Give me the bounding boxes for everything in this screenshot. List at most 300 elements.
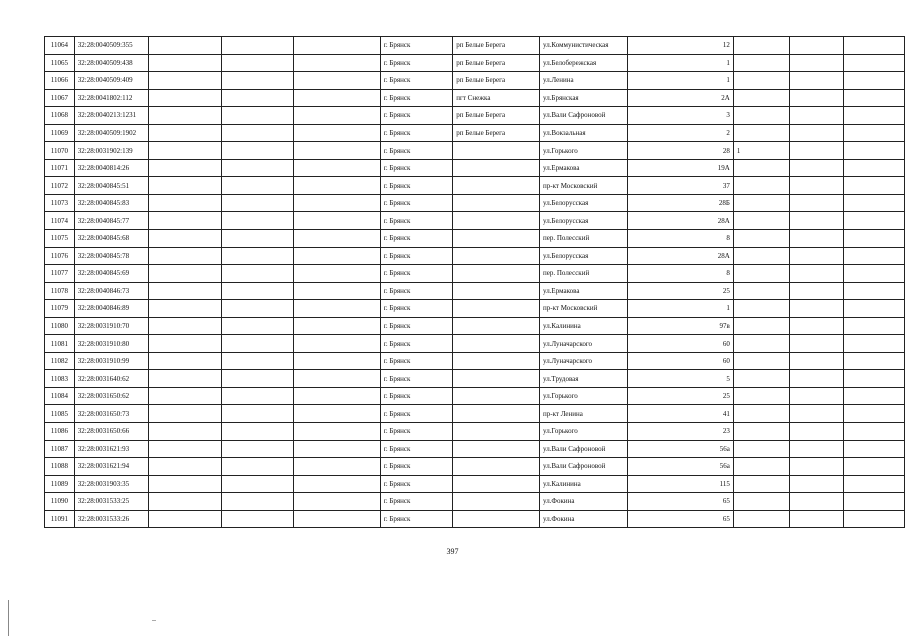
empty-cell-d <box>294 265 381 283</box>
empty-cell-f <box>789 142 843 160</box>
empty-cell-f <box>789 194 843 212</box>
row-number: 11077 <box>45 265 75 283</box>
building-cell <box>733 177 789 195</box>
settlement-cell <box>453 352 540 370</box>
city-cell: г. Брянск <box>380 142 452 160</box>
empty-cell-f <box>789 265 843 283</box>
cadastral-number: 32:28:0040509:1902 <box>74 124 149 142</box>
house-number-cell: 12 <box>628 37 734 55</box>
settlement-cell <box>453 387 540 405</box>
page-number: 397 <box>446 547 459 556</box>
settlement-cell <box>453 335 540 353</box>
empty-cell-g <box>844 54 905 72</box>
table-row <box>45 194 905 212</box>
empty-cell-c <box>221 423 293 441</box>
building-cell <box>733 300 789 318</box>
table-row <box>45 212 905 230</box>
row-number: 11068 <box>45 107 75 125</box>
table-row <box>45 352 905 370</box>
empty-cell-g <box>844 458 905 476</box>
house-number-cell: 37 <box>628 177 734 195</box>
empty-cell-c <box>221 194 293 212</box>
empty-cell-d <box>294 475 381 493</box>
empty-cell-d <box>294 352 381 370</box>
table-row <box>45 458 905 476</box>
row-number: 11085 <box>45 405 75 423</box>
settlement-cell <box>453 405 540 423</box>
empty-cell-d <box>294 107 381 125</box>
empty-cell-c <box>221 124 293 142</box>
table-row <box>45 510 905 528</box>
table-row <box>45 230 905 248</box>
cadastral-number: 32:28:0031902:139 <box>74 142 149 160</box>
empty-cell-f <box>789 387 843 405</box>
empty-cell-d <box>294 194 381 212</box>
empty-cell-c <box>221 265 293 283</box>
house-number-cell: 97в <box>628 317 734 335</box>
empty-cell-f <box>789 230 843 248</box>
table-row <box>45 440 905 458</box>
settlement-cell <box>453 300 540 318</box>
empty-cell-g <box>844 72 905 90</box>
empty-cell-c <box>221 370 293 388</box>
building-cell <box>733 282 789 300</box>
empty-cell-d <box>294 317 381 335</box>
settlement-cell <box>453 212 540 230</box>
table-row <box>45 387 905 405</box>
empty-cell-f <box>789 423 843 441</box>
house-number-cell: 28Б <box>628 194 734 212</box>
cadastral-number: 32:28:0040846:89 <box>74 300 149 318</box>
table-row <box>45 335 905 353</box>
street-cell: ул.Калинина <box>540 317 628 335</box>
city-cell: г. Брянск <box>380 440 452 458</box>
house-number-cell: 25 <box>628 282 734 300</box>
house-number-cell: 8 <box>628 265 734 283</box>
empty-cell-f <box>789 54 843 72</box>
empty-cell-c <box>221 177 293 195</box>
empty-cell-f <box>789 317 843 335</box>
house-number-cell: 19А <box>628 159 734 177</box>
empty-cell-c <box>221 159 293 177</box>
empty-cell-d <box>294 72 381 90</box>
empty-cell-b <box>149 265 221 283</box>
row-number: 11078 <box>45 282 75 300</box>
house-number-cell: 60 <box>628 352 734 370</box>
row-number: 11089 <box>45 475 75 493</box>
settlement-cell <box>453 265 540 283</box>
city-cell: г. Брянск <box>380 352 452 370</box>
street-cell: ул.Горького <box>540 142 628 160</box>
city-cell: г. Брянск <box>380 510 452 528</box>
street-cell: ул.Вали Сафроновой <box>540 107 628 125</box>
cadastral-number: 32:28:0040845:68 <box>74 230 149 248</box>
building-cell <box>733 37 789 55</box>
building-cell <box>733 265 789 283</box>
building-cell <box>733 317 789 335</box>
building-cell <box>733 230 789 248</box>
building-cell <box>733 387 789 405</box>
empty-cell-f <box>789 159 843 177</box>
row-number: 11081 <box>45 335 75 353</box>
house-number-cell: 3 <box>628 107 734 125</box>
empty-cell-c <box>221 37 293 55</box>
empty-cell-b <box>149 37 221 55</box>
empty-cell-f <box>789 124 843 142</box>
empty-cell-b <box>149 475 221 493</box>
building-cell <box>733 247 789 265</box>
empty-cell-d <box>294 54 381 72</box>
row-number: 11088 <box>45 458 75 476</box>
settlement-cell <box>453 159 540 177</box>
city-cell: г. Брянск <box>380 159 452 177</box>
empty-cell-d <box>294 423 381 441</box>
empty-cell-b <box>149 352 221 370</box>
cadastral-number: 32:28:0031910:80 <box>74 335 149 353</box>
empty-cell-d <box>294 405 381 423</box>
empty-cell-f <box>789 493 843 511</box>
house-number-cell: 56а <box>628 458 734 476</box>
street-cell: пр-кт Ленина <box>540 405 628 423</box>
empty-cell-g <box>844 212 905 230</box>
empty-cell-g <box>844 423 905 441</box>
street-cell: пр-кт Московский <box>540 177 628 195</box>
street-cell: ул.Белорусская <box>540 212 628 230</box>
empty-cell-f <box>789 37 843 55</box>
table-row <box>45 282 905 300</box>
empty-cell-d <box>294 335 381 353</box>
property-registry-table <box>44 36 905 528</box>
cadastral-number: 32:28:0031910:70 <box>74 317 149 335</box>
empty-cell-b <box>149 142 221 160</box>
row-number: 11066 <box>45 72 75 90</box>
row-number: 11090 <box>45 493 75 511</box>
building-cell <box>733 440 789 458</box>
house-number-cell: 60 <box>628 335 734 353</box>
empty-cell-c <box>221 230 293 248</box>
empty-cell-g <box>844 510 905 528</box>
empty-cell-f <box>789 247 843 265</box>
table-row <box>45 370 905 388</box>
row-number: 11064 <box>45 37 75 55</box>
empty-cell-g <box>844 124 905 142</box>
empty-cell-b <box>149 423 221 441</box>
registry-rows <box>45 37 905 528</box>
row-number: 11082 <box>45 352 75 370</box>
empty-cell-f <box>789 72 843 90</box>
building-cell <box>733 352 789 370</box>
house-number-cell: 28А <box>628 247 734 265</box>
empty-cell-b <box>149 335 221 353</box>
empty-cell-c <box>221 510 293 528</box>
building-cell <box>733 124 789 142</box>
street-cell: ул.Горького <box>540 387 628 405</box>
row-number: 11075 <box>45 230 75 248</box>
empty-cell-d <box>294 212 381 230</box>
city-cell: г. Брянск <box>380 54 452 72</box>
settlement-cell: рп Белые Берега <box>453 107 540 125</box>
table-row <box>45 317 905 335</box>
building-cell <box>733 510 789 528</box>
empty-cell-f <box>789 89 843 107</box>
empty-cell-g <box>844 282 905 300</box>
house-number-cell: 1 <box>628 72 734 90</box>
building-cell <box>733 72 789 90</box>
empty-cell-d <box>294 159 381 177</box>
settlement-cell <box>453 142 540 160</box>
empty-cell-d <box>294 37 381 55</box>
settlement-cell <box>453 230 540 248</box>
street-cell: ул.Белобережская <box>540 54 628 72</box>
row-number: 11076 <box>45 247 75 265</box>
settlement-cell <box>453 247 540 265</box>
empty-cell-c <box>221 72 293 90</box>
building-cell <box>733 493 789 511</box>
empty-cell-g <box>844 300 905 318</box>
empty-cell-g <box>844 352 905 370</box>
city-cell: г. Брянск <box>380 107 452 125</box>
cadastral-number: 32:28:0031621:93 <box>74 440 149 458</box>
cadastral-number: 32:28:0040845:51 <box>74 177 149 195</box>
settlement-cell <box>453 317 540 335</box>
empty-cell-g <box>844 159 905 177</box>
empty-cell-f <box>789 107 843 125</box>
house-number-cell: 41 <box>628 405 734 423</box>
building-cell <box>733 405 789 423</box>
empty-cell-f <box>789 370 843 388</box>
street-cell: ул.Ленина <box>540 72 628 90</box>
street-cell: ул.Белорусская <box>540 247 628 265</box>
house-number-cell: 23 <box>628 423 734 441</box>
empty-cell-g <box>844 387 905 405</box>
street-cell: ул.Фокина <box>540 510 628 528</box>
cadastral-number: 32:28:0040845:69 <box>74 265 149 283</box>
settlement-cell <box>453 370 540 388</box>
settlement-cell: рп Белые Берега <box>453 54 540 72</box>
empty-cell-c <box>221 54 293 72</box>
empty-cell-g <box>844 335 905 353</box>
empty-cell-d <box>294 142 381 160</box>
empty-cell-f <box>789 177 843 195</box>
house-number-cell: 28А <box>628 212 734 230</box>
empty-cell-c <box>221 458 293 476</box>
empty-cell-b <box>149 247 221 265</box>
city-cell: г. Брянск <box>380 493 452 511</box>
house-number-cell: 1 <box>628 54 734 72</box>
empty-cell-d <box>294 89 381 107</box>
table-row <box>45 493 905 511</box>
settlement-cell <box>453 510 540 528</box>
empty-cell-b <box>149 405 221 423</box>
empty-cell-b <box>149 300 221 318</box>
empty-cell-c <box>221 405 293 423</box>
empty-cell-g <box>844 230 905 248</box>
empty-cell-f <box>789 212 843 230</box>
empty-cell-c <box>221 142 293 160</box>
cadastral-number: 32:28:0040845:83 <box>74 194 149 212</box>
empty-cell-g <box>844 405 905 423</box>
city-cell: г. Брянск <box>380 370 452 388</box>
street-cell: ул.Брянская <box>540 89 628 107</box>
table-row <box>45 423 905 441</box>
row-number: 11070 <box>45 142 75 160</box>
house-number-cell: 5 <box>628 370 734 388</box>
empty-cell-d <box>294 282 381 300</box>
city-cell: г. Брянск <box>380 300 452 318</box>
settlement-cell <box>453 177 540 195</box>
empty-cell-b <box>149 458 221 476</box>
settlement-cell <box>453 475 540 493</box>
city-cell: г. Брянск <box>380 89 452 107</box>
building-cell <box>733 54 789 72</box>
empty-cell-d <box>294 300 381 318</box>
street-cell: ул.Ермакова <box>540 159 628 177</box>
table-row <box>45 177 905 195</box>
building-cell <box>733 475 789 493</box>
empty-cell-c <box>221 440 293 458</box>
empty-cell-d <box>294 177 381 195</box>
house-number-cell: 28 <box>628 142 734 160</box>
settlement-cell: рп Белые Берега <box>453 72 540 90</box>
cadastral-number: 32:28:0031650:62 <box>74 387 149 405</box>
building-cell: 1 <box>733 142 789 160</box>
table-row <box>45 72 905 90</box>
house-number-cell: 1 <box>628 300 734 318</box>
street-cell: пер. Полесский <box>540 265 628 283</box>
street-cell: пер. Полесский <box>540 230 628 248</box>
empty-cell-c <box>221 247 293 265</box>
empty-cell-d <box>294 230 381 248</box>
empty-cell-d <box>294 387 381 405</box>
house-number-cell: 2 <box>628 124 734 142</box>
house-number-cell: 25 <box>628 387 734 405</box>
cadastral-number: 32:28:0040845:78 <box>74 247 149 265</box>
city-cell: г. Брянск <box>380 475 452 493</box>
empty-cell-b <box>149 230 221 248</box>
cadastral-number: 32:28:0041802:112 <box>74 89 149 107</box>
settlement-cell <box>453 423 540 441</box>
table-row <box>45 54 905 72</box>
table-row <box>45 475 905 493</box>
empty-cell-d <box>294 493 381 511</box>
street-cell: ул.Вокзальная <box>540 124 628 142</box>
empty-cell-b <box>149 510 221 528</box>
building-cell <box>733 370 789 388</box>
house-number-cell: 2А <box>628 89 734 107</box>
house-number-cell: 115 <box>628 475 734 493</box>
table-row <box>45 247 905 265</box>
empty-cell-d <box>294 247 381 265</box>
scan-edge-mark <box>8 600 9 636</box>
empty-cell-c <box>221 282 293 300</box>
cadastral-number: 32:28:0031650:66 <box>74 423 149 441</box>
table-row <box>45 405 905 423</box>
table-row <box>45 124 905 142</box>
city-cell: г. Брянск <box>380 177 452 195</box>
empty-cell-f <box>789 300 843 318</box>
settlement-cell: рп Белые Берега <box>453 37 540 55</box>
empty-cell-g <box>844 177 905 195</box>
row-number: 11069 <box>45 124 75 142</box>
empty-cell-b <box>149 212 221 230</box>
house-number-cell: 65 <box>628 493 734 511</box>
building-cell <box>733 107 789 125</box>
empty-cell-f <box>789 510 843 528</box>
street-cell: ул.Луначарского <box>540 335 628 353</box>
empty-cell-b <box>149 440 221 458</box>
empty-cell-b <box>149 89 221 107</box>
empty-cell-b <box>149 387 221 405</box>
city-cell: г. Брянск <box>380 230 452 248</box>
city-cell: г. Брянск <box>380 335 452 353</box>
empty-cell-g <box>844 440 905 458</box>
cadastral-number: 32:28:0040846:73 <box>74 282 149 300</box>
street-cell: ул.Луначарского <box>540 352 628 370</box>
city-cell: г. Брянск <box>380 37 452 55</box>
house-number-cell: 8 <box>628 230 734 248</box>
empty-cell-c <box>221 300 293 318</box>
empty-cell-b <box>149 107 221 125</box>
street-cell: пр-кт Московский <box>540 300 628 318</box>
settlement-cell <box>453 194 540 212</box>
street-cell: ул.Белорусская <box>540 194 628 212</box>
city-cell: г. Брянск <box>380 72 452 90</box>
cadastral-number: 32:28:0031650:73 <box>74 405 149 423</box>
cadastral-number: 32:28:0031533:25 <box>74 493 149 511</box>
city-cell: г. Брянск <box>380 124 452 142</box>
empty-cell-g <box>844 317 905 335</box>
empty-cell-c <box>221 89 293 107</box>
row-number: 11073 <box>45 194 75 212</box>
settlement-cell <box>453 282 540 300</box>
settlement-cell <box>453 458 540 476</box>
row-number: 11083 <box>45 370 75 388</box>
empty-cell-d <box>294 458 381 476</box>
empty-cell-f <box>789 458 843 476</box>
empty-cell-c <box>221 317 293 335</box>
city-cell: г. Брянск <box>380 317 452 335</box>
table-row <box>45 159 905 177</box>
empty-cell-f <box>789 475 843 493</box>
row-number: 11074 <box>45 212 75 230</box>
street-cell: ул.Фокина <box>540 493 628 511</box>
empty-cell-b <box>149 493 221 511</box>
empty-cell-f <box>789 405 843 423</box>
settlement-cell: пгт Снежка <box>453 89 540 107</box>
row-number: 11086 <box>45 423 75 441</box>
table-row <box>45 265 905 283</box>
empty-cell-b <box>149 282 221 300</box>
cadastral-number: 32:28:0040509:438 <box>74 54 149 72</box>
empty-cell-c <box>221 493 293 511</box>
settlement-cell <box>453 493 540 511</box>
house-number-cell: 65 <box>628 510 734 528</box>
empty-cell-g <box>844 194 905 212</box>
city-cell: г. Брянск <box>380 458 452 476</box>
empty-cell-b <box>149 54 221 72</box>
scan-artifact <box>152 620 156 621</box>
street-cell: ул.Трудовая <box>540 370 628 388</box>
empty-cell-d <box>294 124 381 142</box>
building-cell <box>733 89 789 107</box>
table-row <box>45 300 905 318</box>
row-number: 11080 <box>45 317 75 335</box>
table-row <box>45 142 905 160</box>
row-number: 11072 <box>45 177 75 195</box>
building-cell <box>733 458 789 476</box>
empty-cell-c <box>221 212 293 230</box>
row-number: 11079 <box>45 300 75 318</box>
